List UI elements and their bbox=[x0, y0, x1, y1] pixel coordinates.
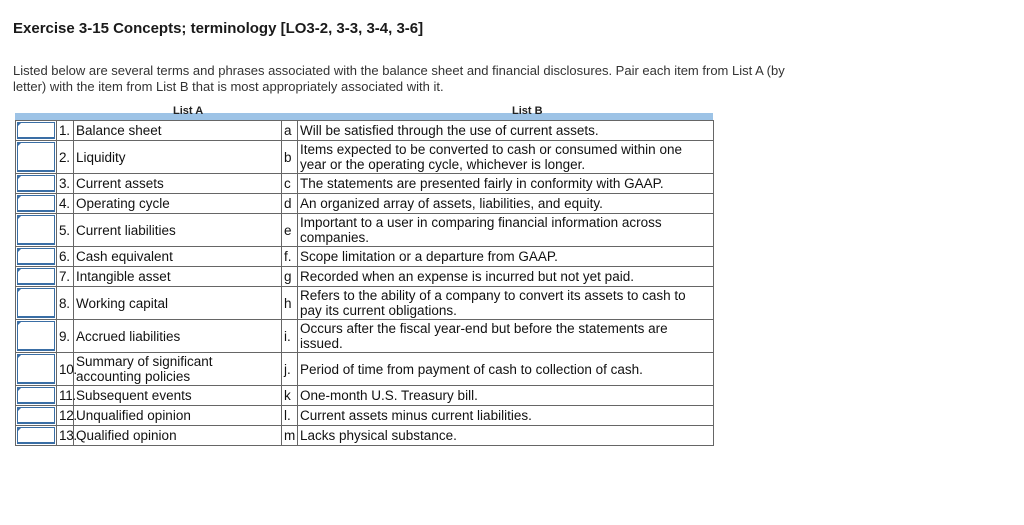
list-a-term: Subsequent events bbox=[74, 386, 282, 406]
matching-table bbox=[15, 120, 714, 446]
list-b-letter: h bbox=[282, 287, 298, 320]
list-a-number: 2. bbox=[57, 141, 74, 174]
table-header-strip bbox=[15, 105, 713, 120]
list-b-description: An organized array of assets, liabilities, and equity. bbox=[298, 194, 714, 214]
list-b-letter: c bbox=[282, 174, 298, 194]
table-row bbox=[16, 267, 714, 287]
list-a-term: Summary of significant accounting policies bbox=[74, 353, 282, 386]
list-b-letter: m bbox=[282, 426, 298, 446]
table-row bbox=[16, 386, 714, 406]
answer-input[interactable] bbox=[16, 141, 57, 174]
list-a-number: 11. bbox=[57, 386, 74, 406]
answer-input[interactable] bbox=[16, 267, 57, 287]
list-b-description: Period of time from payment of cash to collection of cash. bbox=[298, 353, 714, 386]
list-a-term: Cash equivalent bbox=[74, 247, 282, 267]
list-a-term: Liquidity bbox=[74, 141, 282, 174]
list-b-description: Will be satisfied through the use of current assets. bbox=[298, 121, 714, 141]
table-row bbox=[16, 174, 714, 194]
answer-input[interactable] bbox=[16, 287, 57, 320]
list-b-letter: a bbox=[282, 121, 298, 141]
answer-input[interactable] bbox=[16, 320, 57, 353]
list-a-term: Current assets bbox=[74, 174, 282, 194]
list-a-number: 12. bbox=[57, 406, 74, 426]
list-b-description: Refers to the ability of a company to convert its assets to cash to pay its current obligations. bbox=[298, 287, 714, 320]
list-a-number: 6. bbox=[57, 247, 74, 267]
list-b-description: One-month U.S. Treasury bill. bbox=[298, 386, 714, 406]
list-b-letter: d bbox=[282, 194, 298, 214]
table-row bbox=[16, 214, 714, 247]
list-b-description: Occurs after the fiscal year-end but before the statements are issued. bbox=[298, 320, 714, 353]
list-b-description: Recorded when an expense is incurred but not yet paid. bbox=[298, 267, 714, 287]
list-a-number: 7. bbox=[57, 267, 74, 287]
list-b-description: Important to a user in comparing financial information across companies. bbox=[298, 214, 714, 247]
table-row bbox=[16, 141, 714, 174]
table-row bbox=[16, 320, 714, 353]
list-b-letter: g bbox=[282, 267, 298, 287]
table-row bbox=[16, 353, 714, 386]
list-a-number: 13. bbox=[57, 426, 74, 446]
list-a-number: 3. bbox=[57, 174, 74, 194]
list-b-header: List B bbox=[512, 105, 543, 117]
table-row bbox=[16, 426, 714, 446]
list-a-header: List A bbox=[173, 105, 204, 117]
answer-input[interactable] bbox=[16, 426, 57, 446]
answer-input[interactable] bbox=[16, 247, 57, 267]
answer-input[interactable] bbox=[16, 353, 57, 386]
list-a-term: Intangible asset bbox=[74, 267, 282, 287]
answer-input[interactable] bbox=[16, 386, 57, 406]
list-b-letter: f. bbox=[282, 247, 298, 267]
list-a-term: Working capital bbox=[74, 287, 282, 320]
list-a-term: Operating cycle bbox=[74, 194, 282, 214]
list-b-letter: j. bbox=[282, 353, 298, 386]
list-a-number: 10. bbox=[57, 353, 74, 386]
list-a-term: Balance sheet bbox=[74, 121, 282, 141]
list-b-description: Current assets minus current liabilities. bbox=[298, 406, 714, 426]
table-row bbox=[16, 406, 714, 426]
exercise-title: Exercise 3-15 Concepts; terminology [LO3-2, 3-3, 3-4, 3-6] bbox=[13, 20, 424, 37]
list-b-letter: l. bbox=[282, 406, 298, 426]
answer-input[interactable] bbox=[16, 214, 57, 247]
instructions-text: Listed below are several terms and phrases associated with the balance sheet and financial disclosures. Pair each item from List A (by letter) with the item from List B that is most appropriately associated with it. bbox=[13, 63, 785, 94]
list-b-description: Items expected to be converted to cash or consumed within one year or the operating cycle, whichever is longer. bbox=[298, 141, 714, 174]
answer-input[interactable] bbox=[16, 406, 57, 426]
table-row bbox=[16, 121, 714, 141]
list-a-number: 5. bbox=[57, 214, 74, 247]
list-a-number: 9. bbox=[57, 320, 74, 353]
list-b-letter: i. bbox=[282, 320, 298, 353]
answer-input[interactable] bbox=[16, 194, 57, 214]
list-a-term: Qualified opinion bbox=[74, 426, 282, 446]
table-row bbox=[16, 194, 714, 214]
answer-input[interactable] bbox=[16, 174, 57, 194]
table-row bbox=[16, 287, 714, 320]
list-b-letter: b bbox=[282, 141, 298, 174]
list-b-description: Lacks physical substance. bbox=[298, 426, 714, 446]
list-a-term: Current liabilities bbox=[74, 214, 282, 247]
list-b-letter: k bbox=[282, 386, 298, 406]
list-a-term: Accrued liabilities bbox=[74, 320, 282, 353]
answer-input[interactable] bbox=[16, 121, 57, 141]
list-a-term: Unqualified opinion bbox=[74, 406, 282, 426]
list-a-number: 1. bbox=[57, 121, 74, 141]
list-b-description: Scope limitation or a departure from GAAP. bbox=[298, 247, 714, 267]
list-a-number: 4. bbox=[57, 194, 74, 214]
list-b-description: The statements are presented fairly in conformity with GAAP. bbox=[298, 174, 714, 194]
list-a-number: 8. bbox=[57, 287, 74, 320]
table-row bbox=[16, 247, 714, 267]
list-b-letter: e bbox=[282, 214, 298, 247]
